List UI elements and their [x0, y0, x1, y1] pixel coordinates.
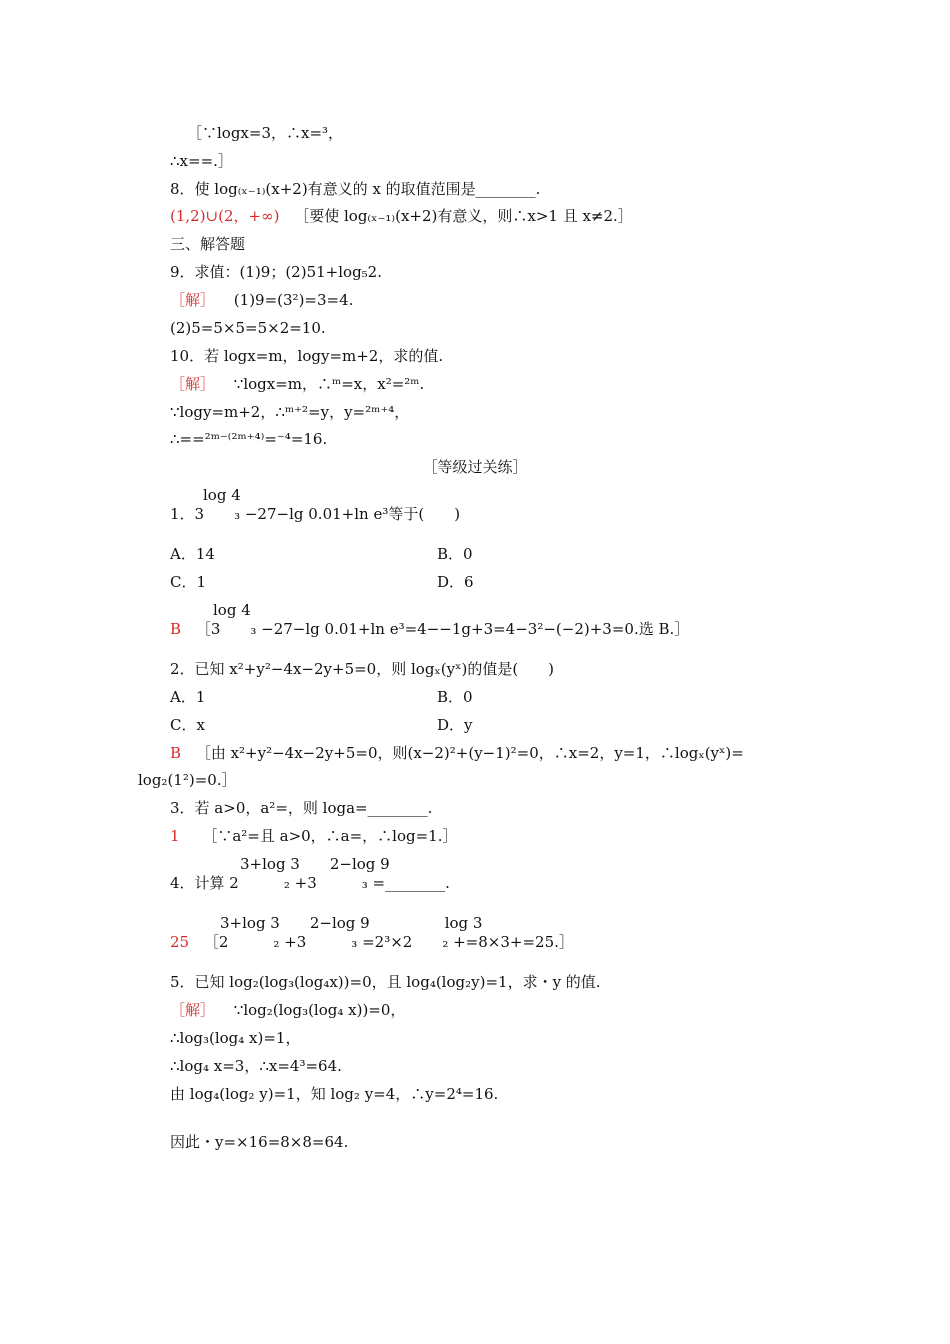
text-line: 由 log₄(log₂ y)=1，知 log₂ y=4，∴y=2⁴=16. — [170, 1085, 499, 1103]
answer-explanation: ［2 ₂ +3 ₃ =2³×2 ₂ +=8×3+=25.］ — [203, 933, 574, 951]
solution-tag: ［解］ — [170, 375, 216, 393]
answer-1 — [170, 620, 689, 638]
solution-tag: ［解］ — [170, 1001, 216, 1019]
exponent-line: log 4 — [213, 601, 251, 619]
solution-9 — [170, 291, 353, 309]
text-line: ∴x==.］ — [170, 152, 233, 170]
question-2: 2．已知 x²+y²−4x−2y+5=0，则 logₓ(yˣ)的值是( ) — [170, 660, 555, 678]
option-c: C．x — [170, 716, 205, 734]
text-line: (2)5=5×5=5×2=10. — [170, 319, 326, 337]
text-line: ∴log₄ x=3，∴x=4³=64. — [170, 1057, 342, 1075]
exponent-line: 3+log 3 2−log 9 — [240, 855, 390, 873]
question-5: 5．已知 log₂(log₃(log₄x))=0，且 log₄(log₂y)=1，求・y 的值. — [170, 973, 601, 991]
answer-8 — [170, 207, 633, 225]
option-b: B．0 — [437, 688, 473, 706]
answer-value: B — [170, 744, 182, 762]
solution-text: ∵log₂(log₃(log₄ x))=0， — [233, 1001, 406, 1019]
text-line: log₂(1²)=0.］ — [138, 771, 237, 789]
text-line: ［∵logx=3，∴x=³， — [187, 124, 344, 142]
option-b: B．0 — [437, 545, 473, 563]
question-3: 3．若 a>0，a²=，则 loga=________. — [170, 799, 433, 817]
answer-4 — [170, 933, 574, 951]
answer-value: 1 — [170, 827, 180, 845]
question-4: 4．计算 2 ₂ +3 ₃ =________. — [170, 874, 450, 892]
option-a: A．1 — [170, 688, 206, 706]
answer-value: (1,2)∪(2，+∞) — [170, 207, 280, 225]
option-d: D．6 — [437, 573, 474, 591]
question-9: 9．求值：(1)9；(2)51+log₅2. — [170, 263, 382, 281]
question-10: 10．若 logx=m，logy=m+2，求的值. — [170, 347, 444, 365]
solution-text: ∵logx=m，∴ᵐ=x，x²=²ᵐ. — [233, 375, 425, 393]
text-line: ∴==²ᵐ⁻⁽²ᵐ⁺⁴⁾=⁻⁴=16. — [170, 430, 328, 448]
text-line: ∴log₃(log₄ x)=1， — [170, 1029, 301, 1047]
solution-text: (1)9=(3²)=3=4. — [233, 291, 354, 309]
solution-10 — [170, 375, 424, 393]
text-line: ∵logy=m+2，∴ᵐ⁺²=y，y=²ᵐ⁺⁴， — [170, 403, 410, 421]
exponent-line: 3+log 3 2−log 9 log 3 — [220, 914, 483, 932]
answer-explanation: ［由 x²+y²−4x−2y+5=0，则(x−2)²+(y−1)²=0，∴x=2，y=1，∴logₓ(yˣ)= — [195, 744, 744, 762]
answer-2 — [170, 744, 744, 762]
text-line: 因此・y=×16=8×8=64. — [170, 1133, 349, 1151]
section-heading: ［等级过关练］ — [422, 458, 528, 476]
answer-explanation: ［要使 log₍ₓ₋₁₎(x+2)有意义，则∴x>1 且 x≠2.］ — [294, 207, 633, 225]
answer-value: B — [170, 620, 182, 638]
solution-5 — [170, 1001, 405, 1019]
answer-3 — [170, 827, 458, 845]
section-heading: 三、解答题 — [170, 235, 246, 253]
question-8: 8．使 log₍ₓ₋₁₎(x+2)有意义的 x 的取值范围是________. — [170, 180, 541, 198]
answer-explanation: ［∵a²=且 a>0，∴a=，∴log=1.］ — [202, 827, 458, 845]
solution-tag: ［解］ — [170, 291, 216, 309]
question-1: 1．3 ₃ −27−lg 0.01+ln e³等于( ) — [170, 505, 461, 523]
answer-value: 25 — [170, 933, 190, 951]
answer-explanation: ［3 ₃ −27−lg 0.01+ln e³=4−−1g+3=4−3²−(−2)+3=0.选 B.］ — [195, 620, 690, 638]
option-a: A．14 — [170, 545, 215, 563]
option-d: D．y — [437, 716, 473, 734]
option-c: C．1 — [170, 573, 207, 591]
exponent-line: log 4 — [203, 486, 241, 504]
